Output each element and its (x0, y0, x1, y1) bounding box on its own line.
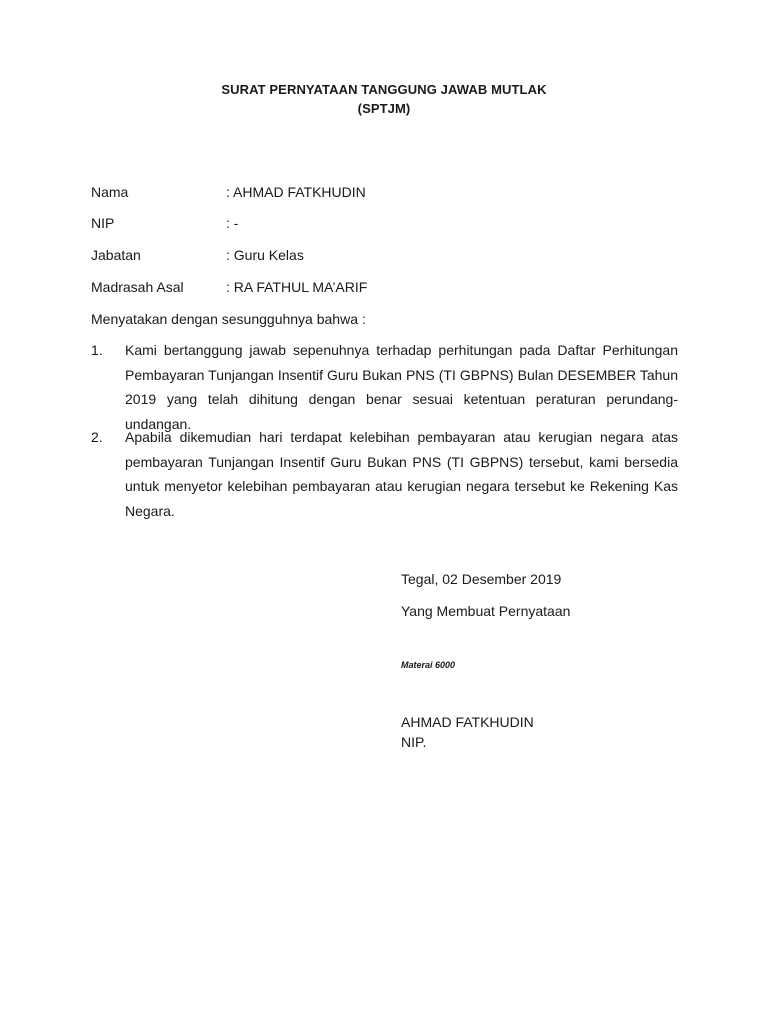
signature-place-date: Tegal, 02 Desember 2019 (401, 571, 562, 587)
field-value-nip: : - (226, 215, 239, 231)
field-value-madrasah-asal: : RA FATHUL MA’ARIF (226, 279, 368, 295)
signatory-nip: NIP. (401, 734, 427, 750)
statement-item-number: 2. (91, 429, 103, 445)
signatory-name: AHMAD FATKHUDIN (401, 714, 534, 730)
document-title: SURAT PERNYATAAN TANGGUNG JAWAB MUTLAK (221, 82, 547, 97)
field-label-madrasah-asal: Madrasah Asal (91, 279, 184, 295)
field-value-jabatan: : Guru Kelas (226, 247, 304, 263)
field-label-nama: Nama (91, 184, 129, 200)
statement-item-number: 1. (91, 342, 103, 358)
field-value-nama: : AHMAD FATKHUDIN (226, 184, 366, 200)
statement-item-text: Apabila dikemudian hari terdapat kelebihan pembayaran atau kerugian negara atas pembayaran Tunjangan Insentif Guru Bukan PNS (TI GBPNS) tersebut, kami bersedia untuk menyetor kelebihan pembayaran atau kerugian negara tersebut ke Rekening Kas Negara. (125, 429, 678, 519)
field-label-nip: NIP (91, 215, 115, 231)
materai-stamp-label: Materai 6000 (401, 660, 456, 670)
field-label-jabatan: Jabatan (91, 247, 141, 263)
document-subtitle: (SPTJM) (357, 101, 411, 116)
signature-role: Yang Membuat Pernyataan (401, 603, 571, 619)
statement-item-text: Kami bertanggung jawab sepenuhnya terhadap perhitungan pada Daftar Perhitungan Pembayaran Tunjangan Insentif Guru Bukan PNS (TI GBPNS) Bulan DESEMBER Tahun 2019 yang telah dihitung dengan benar sesuai ketentuan peraturan perundang-undangan. (125, 342, 678, 432)
statement-intro: Menyatakan dengan sesungguhnya bahwa : (91, 311, 366, 327)
